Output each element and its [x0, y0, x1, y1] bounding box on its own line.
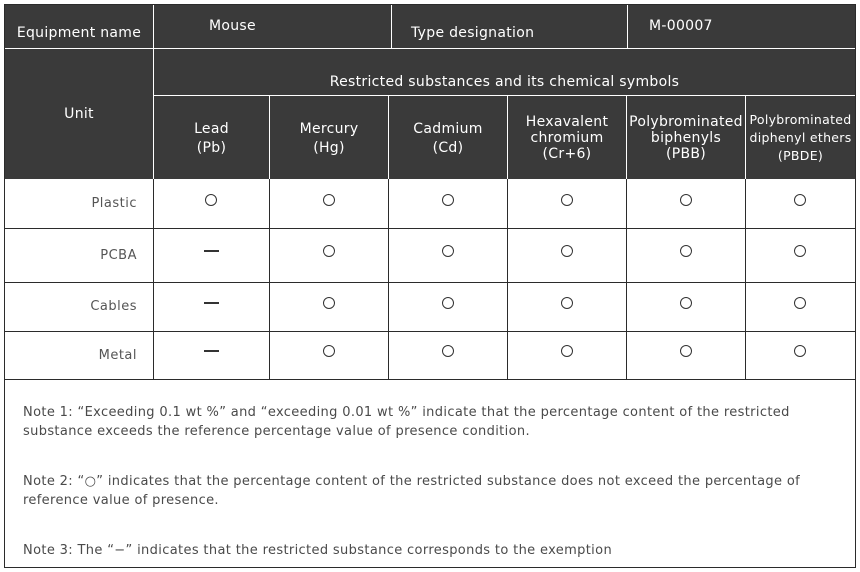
compliant-circle-icon [323, 297, 335, 309]
group-separator [154, 95, 855, 96]
unit-name: Plastic [91, 196, 137, 211]
column-divider [626, 96, 627, 179]
row-unit-label [5, 282, 153, 331]
compliant-circle-icon [680, 345, 692, 357]
grid-column-line [153, 179, 154, 379]
unit-header: Unit [64, 106, 94, 122]
compliance-cell [153, 179, 269, 220]
row-unit-label [5, 331, 153, 379]
header-divider [627, 5, 628, 48]
equipment-name-value: Mouse [209, 18, 256, 34]
compliance-cell [745, 282, 855, 323]
compliance-cell [153, 282, 269, 323]
compliance-cell [626, 282, 745, 323]
compliant-circle-icon [442, 245, 454, 257]
compliant-circle-icon [680, 245, 692, 257]
substance-name: Cadmium [413, 120, 483, 137]
compliance-cell [507, 228, 626, 274]
compliance-cell [388, 282, 507, 323]
type-designation-value: M-00007 [649, 18, 713, 34]
compliance-cell [388, 228, 507, 274]
compliance-cell [745, 179, 855, 220]
substance-column-header [627, 97, 745, 179]
substance-name: Lead [194, 120, 229, 137]
compliance-cell [626, 331, 745, 371]
compliance-cell [745, 228, 855, 274]
compliance-cell [745, 331, 855, 371]
compliant-circle-icon [205, 194, 217, 206]
header-divider [391, 5, 392, 48]
substance-column-header [154, 97, 269, 179]
equipment-name-label: Equipment name [16, 25, 142, 41]
compliance-cell [153, 331, 269, 371]
grid-column-line [745, 179, 746, 379]
compliant-circle-icon [442, 345, 454, 357]
substance-symbol: (PBB) [665, 146, 707, 162]
substance-symbol: (Cd) [432, 139, 464, 156]
compliant-circle-icon [442, 194, 454, 206]
compliant-circle-icon [794, 194, 806, 206]
compliance-cell [153, 228, 269, 274]
exemption-dash-icon [204, 350, 219, 352]
compliant-circle-icon [323, 245, 335, 257]
compliance-cell [269, 331, 388, 371]
substance-name: Polybrominated diphenyl ethers [749, 112, 852, 145]
compliant-circle-icon [794, 297, 806, 309]
compliant-circle-icon [561, 245, 573, 257]
compliance-cell [269, 282, 388, 323]
substance-symbol: (PBDE) [777, 148, 824, 163]
note-2: Note 2: “○” indicates that the percentage content of the restricted substance does not exceed the percentage of reference value of presence. [23, 474, 801, 508]
rohs-declaration-table [4, 4, 856, 568]
exemption-dash-icon [204, 250, 219, 252]
substance-name: Polybrominated biphenyls [629, 114, 743, 146]
compliance-cell [388, 179, 507, 220]
compliance-cell [507, 282, 626, 323]
header-divider [153, 5, 154, 48]
compliant-circle-icon [561, 297, 573, 309]
exemption-dash-icon [204, 302, 219, 304]
compliant-circle-icon [442, 297, 454, 309]
column-divider [507, 96, 508, 179]
substance-column-header [270, 97, 388, 179]
unit-name: PCBA [100, 247, 137, 263]
type-designation-label: Type designation [411, 25, 535, 41]
compliant-circle-icon [323, 345, 335, 357]
note-3: Note 3: The “−” indicates that the restricted substance corresponds to the exemption [23, 543, 613, 558]
compliant-circle-icon [561, 345, 573, 357]
unit-name: Cables [90, 299, 137, 314]
column-divider [388, 96, 389, 179]
note-1: Note 1: “Exceeding 0.1 wt %” and “exceeding 0.01 wt %” indicate that the percentage content of the restricted substance exceeds the reference percentage value of presence condition. [23, 405, 790, 439]
substance-name: Hexavalent chromium [525, 114, 609, 146]
substance-symbol: (Pb) [196, 139, 227, 156]
substance-column-header [508, 97, 626, 179]
grid-column-line [626, 179, 627, 379]
compliant-circle-icon [561, 194, 573, 206]
substance-column-header [746, 97, 855, 179]
compliant-circle-icon [323, 194, 335, 206]
compliant-circle-icon [794, 345, 806, 357]
compliance-cell [626, 228, 745, 274]
compliant-circle-icon [794, 245, 806, 257]
column-divider [745, 96, 746, 179]
substance-column-header [389, 97, 507, 179]
substance-symbol: (Hg) [313, 139, 345, 156]
column-divider [269, 96, 270, 179]
unit-name: Metal [98, 347, 137, 363]
compliant-circle-icon [680, 194, 692, 206]
substances-group-title: Restricted substances and its chemical symbols [329, 74, 680, 90]
compliance-cell [507, 331, 626, 371]
row-unit-label [5, 179, 153, 228]
substance-symbol: (Cr+6) [542, 146, 592, 162]
row-divider [5, 379, 855, 380]
compliance-cell [507, 179, 626, 220]
grid-column-line [507, 179, 508, 379]
substance-name: Mercury [299, 120, 359, 137]
compliance-cell [269, 228, 388, 274]
grid-column-line [269, 179, 270, 379]
row-unit-label [5, 228, 153, 282]
compliance-cell [269, 179, 388, 220]
compliant-circle-icon [680, 297, 692, 309]
grid-column-line [388, 179, 389, 379]
compliance-cell [626, 179, 745, 220]
compliance-cell [388, 331, 507, 371]
